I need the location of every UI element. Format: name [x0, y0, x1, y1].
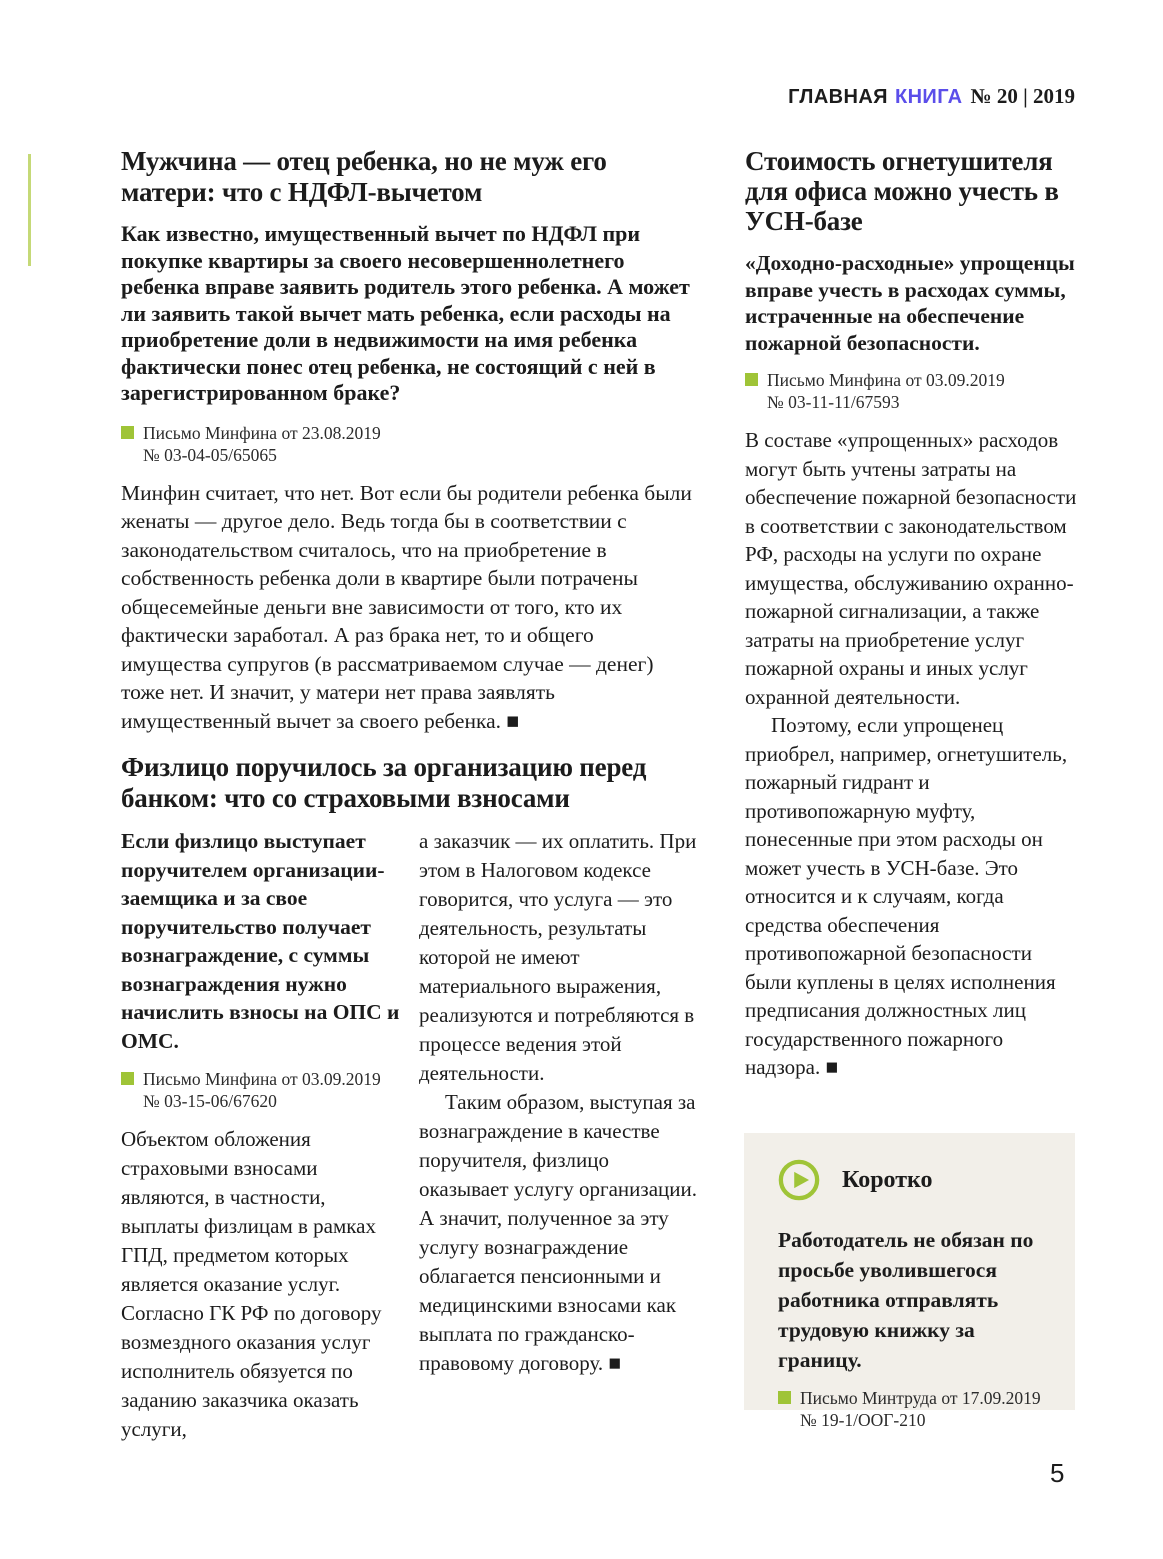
- reference-line-1: Письмо Минтруда от 17.09.2019: [800, 1388, 1041, 1408]
- article-title: Мужчина — отец ребенка, но не муж его матери: что с НДФЛ-вычетом: [121, 146, 607, 207]
- two-column-body: [121, 827, 699, 1444]
- article-body-paragraph-2: Поэтому, если упрощенец приобрел, например, огнетушитель, пожарный гидрант и противопожарную муфту, понесенные при этом расходы он может учесть в УСН-базе. Это относится и к случаям, когда средства обеспечения противопожарной безопасности были куплены в целях исполнения предписания должностных лиц государственного пожарного надзора. ■: [745, 713, 1068, 1079]
- issue-number: № 20 | 2019: [970, 84, 1075, 108]
- korotko-header: [778, 1159, 1049, 1201]
- running-header: [788, 84, 1075, 109]
- reference-line-2: № 19-1/ООГ-210: [800, 1410, 926, 1430]
- reference-lines: [800, 1387, 1041, 1431]
- reference-lines: [143, 1068, 381, 1112]
- green-square-icon: [121, 426, 134, 439]
- source-reference: [778, 1387, 1049, 1431]
- reference-line-2: № 03-15-06/67620: [143, 1091, 277, 1111]
- korotko-text: Работодатель не обязан по просьбе уволившегося работника отправлять трудовую книжку за границу.: [778, 1228, 1034, 1372]
- reference-line-1: Письмо Минфина от 03.09.2019: [143, 1069, 381, 1089]
- article-lead: Если физлицо выступает поручителем организации-заемщика и за свое поручительство получает вознаграждение, с суммы вознаграждения нужно начислить взносы на ОПС и ОМС.: [121, 829, 400, 1053]
- article-surety-contributions: [121, 752, 699, 1444]
- green-square-icon: [778, 1391, 791, 1404]
- green-square-icon: [745, 373, 758, 386]
- brand-glavnaya: ГЛАВНАЯ: [788, 86, 888, 108]
- article-lead: Как известно, имущественный вычет по НДФЛ при покупке квартиры за своего несовершеннолетнего ребенка вправе заявить родитель этого ребенка. А может ли заявить такой вычет мать ребенка, если расходы на приобретение доли в недвижимости на имя ребенка фактически понес отец ребенка, не состоящий с ней в зарегистрированном браке?: [121, 221, 690, 405]
- reference-lines: [143, 422, 381, 466]
- reference-line-2: № 03-11-11/67593: [767, 392, 900, 412]
- reference-line-2: № 03-04-05/65065: [143, 444, 277, 465]
- reference-lines: [767, 369, 1005, 413]
- article-lead: «Доходно-расходные» упрощенцы вправе учесть в расходах суммы, истраченные на обеспечение пожарной безопасности.: [745, 251, 1075, 355]
- korotko-heading: Коротко: [842, 1166, 933, 1193]
- page-number: 5: [1050, 1458, 1065, 1488]
- source-reference: [121, 1068, 401, 1112]
- article-ndfl-vychet: [121, 146, 699, 735]
- source-reference: [745, 369, 1083, 413]
- article-usn-fire-extinguisher: [745, 146, 1083, 1082]
- section-accent-rule: [28, 154, 31, 266]
- reference-line-1: Письмо Минфина от 03.09.2019: [767, 370, 1005, 390]
- article-body-part-3: Таким образом, выступая за вознаграждение в качестве поручителя, физлицо оказывает услугу организации. А значит, полученное за эту услугу вознаграждение облагается пенсионными и медицинскими взносами как выплата по гражданско-правовому договору. ■: [419, 1090, 697, 1375]
- left-column: [121, 146, 699, 1441]
- reference-line-1: Письмо Минфина от 23.08.2019: [143, 422, 381, 443]
- article-title: Физлицо поручилось за организацию перед банком: что со страховыми взносами: [121, 752, 647, 813]
- article-body-paragraph-1: В составе «упрощенных» расходов могут быть учтены затраты на обеспечение пожарной безопасности в соответствии с законодательством РФ, расходы на услуги по охране имущества, обслуживанию охранно-пожарной сигнализации, а также затраты на приобретение услуг пожарной охраны и иных услуг охранной деятельности.: [745, 428, 1077, 709]
- source-reference: [121, 422, 699, 466]
- article-body-part-1: Объектом обложения страховыми взносами являются, в частности, выплаты физлицам в рамках ГПД, предметом которых является оказание услуг. Согласно ГК РФ по договору возмездного оказания услуг исполнитель обязуется по заданию заказчика оказать услуги,: [121, 1127, 382, 1441]
- korotko-box: [744, 1133, 1075, 1430]
- article-body: Минфин считает, что нет. Вот если бы родители ребенка были женаты — другое дело. Ведь тогда бы в соответствии с законодательством считалось, что на приобретение в собственность ребенка доли в квартире были потрачены общесемейные деньги вне зависимости от того, кто их фактически заработал. А раз брака нет, то и общего имущества супругов (в рассматриваемом случае — денег) тоже нет. И значит, у матери нет права заявлять имущественный вычет за своего ребенка. ■: [121, 480, 692, 733]
- subcolumn-left: [121, 827, 401, 1444]
- right-column: [745, 146, 1083, 1082]
- article-body-part-2: а заказчик — их оплатить. При этом в Налоговом кодексе говорится, что услуга — это деятельность, результаты которой не имеют материального выражения, реализуются и потребляются в процессе ведения этой деятельности.: [419, 829, 697, 1085]
- brand-kniga: КНИГА: [894, 86, 963, 108]
- green-square-icon: [121, 1072, 134, 1085]
- article-title: Стоимость огнетушителя для офиса можно учесть в УСН-базе: [745, 146, 1059, 236]
- subcolumn-right: [419, 827, 699, 1444]
- play-icon: [778, 1159, 820, 1201]
